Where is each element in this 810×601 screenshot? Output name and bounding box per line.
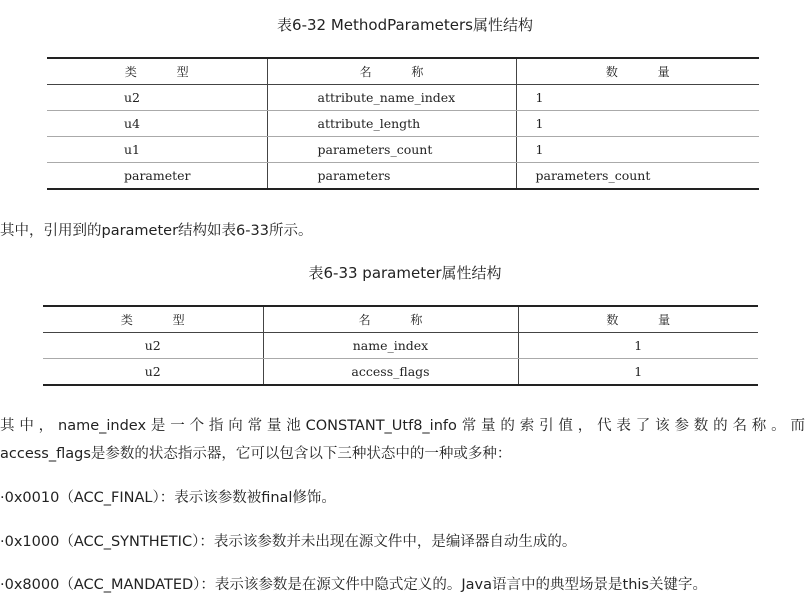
cell-type: u2	[43, 359, 263, 386]
cell-name: name_index	[263, 333, 518, 359]
cell-count: 1	[518, 359, 758, 386]
intro-text: 其中，引用到的parameter结构如表6-33所示。	[0, 223, 313, 239]
cell-type: u2	[43, 333, 263, 359]
cell-count: 1	[518, 333, 758, 359]
table-row	[43, 333, 758, 359]
description-line-1: 其中，name_index是一个指向常量池CONSTANT_Utf8_info常量的索引值，代表了该参数的名称。而	[0, 418, 805, 434]
cell-name: attribute_length	[267, 111, 516, 137]
cell-name: access_flags	[263, 359, 518, 386]
flag-item-synthetic: ·0x1000（ACC_SYNTHETIC）：表示该参数并未出现在源文件中，是编译器自动生成的。	[0, 534, 577, 550]
table-header-row	[47, 58, 759, 85]
table-header-row	[43, 306, 758, 333]
flag-item-final: ·0x0010（ACC_FINAL）：表示该参数被final修饰。	[0, 490, 336, 506]
cell-name: parameters_count	[267, 137, 516, 163]
table-row	[47, 85, 759, 111]
cell-count: parameters_count	[516, 163, 759, 190]
table-row	[47, 137, 759, 163]
cell-type: u4	[47, 111, 267, 137]
cell-count: 1	[516, 137, 759, 163]
parameter-table	[43, 305, 758, 386]
cell-type: u1	[47, 137, 267, 163]
header-type: 类 型	[47, 58, 267, 85]
cell-count: 1	[516, 85, 759, 111]
table1-caption: 表6-32 MethodParameters属性结构	[277, 16, 533, 34]
cell-type: u2	[47, 85, 267, 111]
table-row	[47, 111, 759, 137]
flag-item-mandated: ·0x8000（ACC_MANDATED）：表示该参数是在源文件中隐式定义的。Java语言中的典型场景是this关键字。	[0, 577, 707, 593]
cell-count: 1	[516, 111, 759, 137]
cell-type: parameter	[47, 163, 267, 190]
cell-name: parameters	[267, 163, 516, 190]
header-count: 数 量	[518, 306, 758, 333]
header-name: 名 称	[263, 306, 518, 333]
table-row	[47, 163, 759, 190]
header-count: 数 量	[516, 58, 759, 85]
cell-name: attribute_name_index	[267, 85, 516, 111]
header-type: 类 型	[43, 306, 263, 333]
table-row	[43, 359, 758, 386]
description-line-2: access_flags是参数的状态指示器，它可以包含以下三种状态中的一种或多种：	[0, 446, 512, 462]
table2-caption: 表6-33 parameter属性结构	[308, 264, 502, 282]
method-parameters-table	[47, 57, 759, 190]
header-name: 名 称	[267, 58, 516, 85]
